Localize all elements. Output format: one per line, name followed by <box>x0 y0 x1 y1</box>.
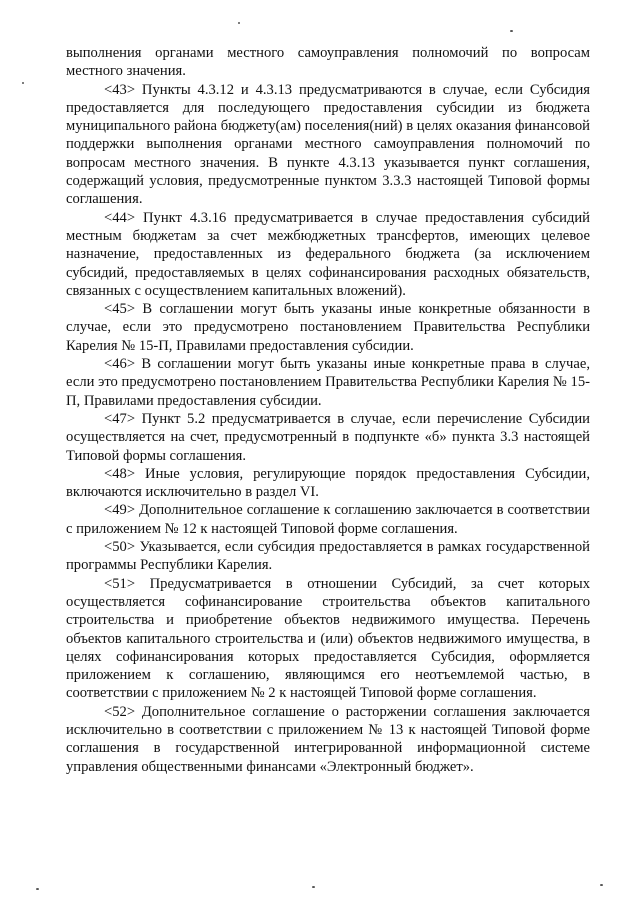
footnote-44: <44> Пункт 4.3.16 предусматривается в случае предоставления субсидий местным бюджетам за счет межбюджетных трансфертов, имеющих целевое назначение, предоставленных из федерального бюджета (за исключением субсидий, предоставляемых в целях софинансирования расходных обязательств, связанных с осуществлением капитальных вложений). <box>66 209 590 299</box>
scan-speck <box>600 884 603 886</box>
footnote-51: <51> Предусматривается в отношении Субсидий, за счет которых осуществляется софинансирование строительства объектов капитального строительства и приобретение объектов недвижимого имущества. Перечень объектов капитального строительства и (или) объектов недвижимого имущества, в целях софинансирования которых предоставляется Субсидия, оформляется приложением к соглашению, являющимся его неотъемлемой частью, в соответствии с приложением № 2 к настоящей Типовой форме соглашения. <box>66 575 590 702</box>
footnote-50: <50> Указывается, если субсидия предоставляется в рамках государственной программы Республики Карелия. <box>66 539 590 574</box>
footnote-52: <52> Дополнительное соглашение о расторжении соглашения заключается исключительно в соответствии с приложением № 13 к настоящей Типовой форме соглашения в государственной интегрированной информационной системе управления общественными финансами «Электронный бюджет». <box>66 703 590 775</box>
scan-speck <box>238 22 240 24</box>
footnote-49: <49> Дополнительное соглашение к соглашению заключается в соответствии с приложением № 12 к настоящей Типовой форме соглашения. <box>66 502 590 537</box>
document-page <box>66 44 590 776</box>
scan-speck <box>36 888 39 890</box>
footnote-47: <47> Пункт 5.2 предусматривается в случае, если перечисление Субсидии осуществляется на счет, предусмотренный в подпункте «б» пункта 3.3 настоящей Типовой формы соглашения. <box>66 410 590 464</box>
footnote-43: <43> Пункты 4.3.12 и 4.3.13 предусматриваются в случае, если Субсидия предоставляется для последующего предоставления субсидии из бюджета муниципального района бюджету(ам) поселения(ний) в целях оказания финансовой поддержки выполнения органами местного самоуправления полномочий по вопросам местного значения. В пункте 4.3.13 указывается пункт соглашения, содержащий условия, предусмотренные пунктом 3.3.3 настоящей Типовой формы соглашения. <box>66 81 590 208</box>
footnote-48: <48> Иные условия, регулирующие порядок предоставления Субсидии, включаются исключительно в раздел VI. <box>66 465 590 501</box>
scan-speck <box>312 886 315 888</box>
paragraph-continuation: выполнения органами местного самоуправления полномочий по вопросам местного значения. <box>66 45 590 80</box>
footnote-46: <46> В соглашении могут быть указаны иные конкретные права в случае, если это предусмотрено постановлением Правительства Республики Карелия № 15-П, Правилами предоставления субсидии. <box>66 356 590 409</box>
footnote-45: <45> В соглашении могут быть указаны иные конкретные обязанности в случае, если это предусмотрено постановлением Правительства Республики Карелия № 15-П, Правилами предоставления субсидии. <box>66 301 590 354</box>
scan-speck <box>22 82 24 84</box>
scan-speck <box>510 30 513 32</box>
